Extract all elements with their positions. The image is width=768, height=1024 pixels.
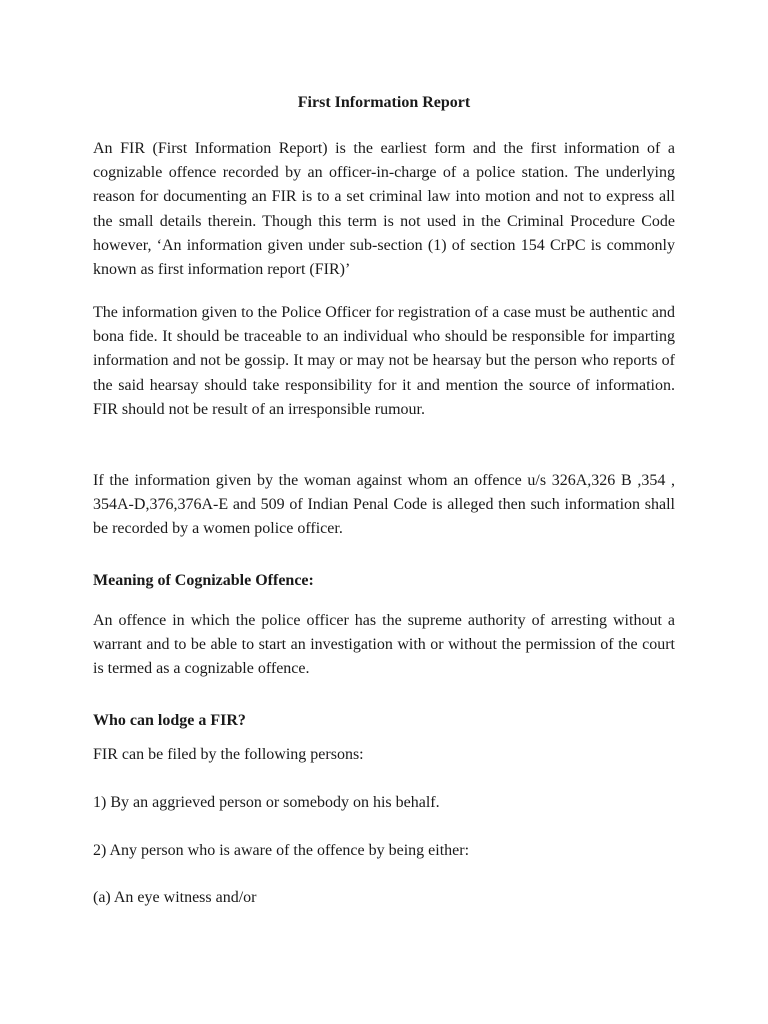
paragraph-women-officer: If the information given by the woman against whom an offence u/s 326A,326 B ,354 , 354A-D,376,376A-E and 509 of Indian Penal Code is alleged then such information shall be recorded by a women police officer.: [93, 472, 675, 538]
heading-cognizable-offence: Meaning of Cognizable Offence:: [93, 572, 314, 589]
paragraph-filed-by-intro: FIR can be filed by the following persons:: [93, 746, 364, 763]
paragraph-cognizable-definition: An offence in which the police officer has the supreme authority of arresting without a warrant and to be able to start an investigation with or without the permission of the court is termed as a cognizable offence.: [93, 612, 675, 678]
heading-who-can-lodge: Who can lodge a FIR?: [93, 712, 246, 729]
list-item-aware-person: 2) Any person who is aware of the offence by being either:: [93, 842, 470, 859]
paragraph-fir-definition: An FIR (First Information Report) is the earliest form and the first information of a cognizable offence recorded by an officer-in-charge of a police station. The underlying reason for documenting an FIR is to a set criminal law into motion and not to express all the small details therein. Though this term is not used in the Criminal Procedure Code however, ‘An information given under sub-section (1) of section 154 CrPC is commonly known as first information report (FIR)’: [93, 140, 675, 279]
paragraph-authenticity: The information given to the Police Officer for registration of a case must be authentic and bona fide. It should be traceable to an individual who should be responsible for imparting information and not be gossip. It may or may not be hearsay but the person who reports of the said hearsay should take responsibility for it and mention the source of information. FIR should not be result of an irresponsible rumour.: [93, 304, 675, 418]
list-subitem-eye-witness: (a) An eye witness and/or: [93, 889, 257, 906]
document-title: First Information Report: [297, 94, 471, 111]
list-item-aggrieved-person: 1) By an aggrieved person or somebody on his behalf.: [93, 794, 440, 811]
